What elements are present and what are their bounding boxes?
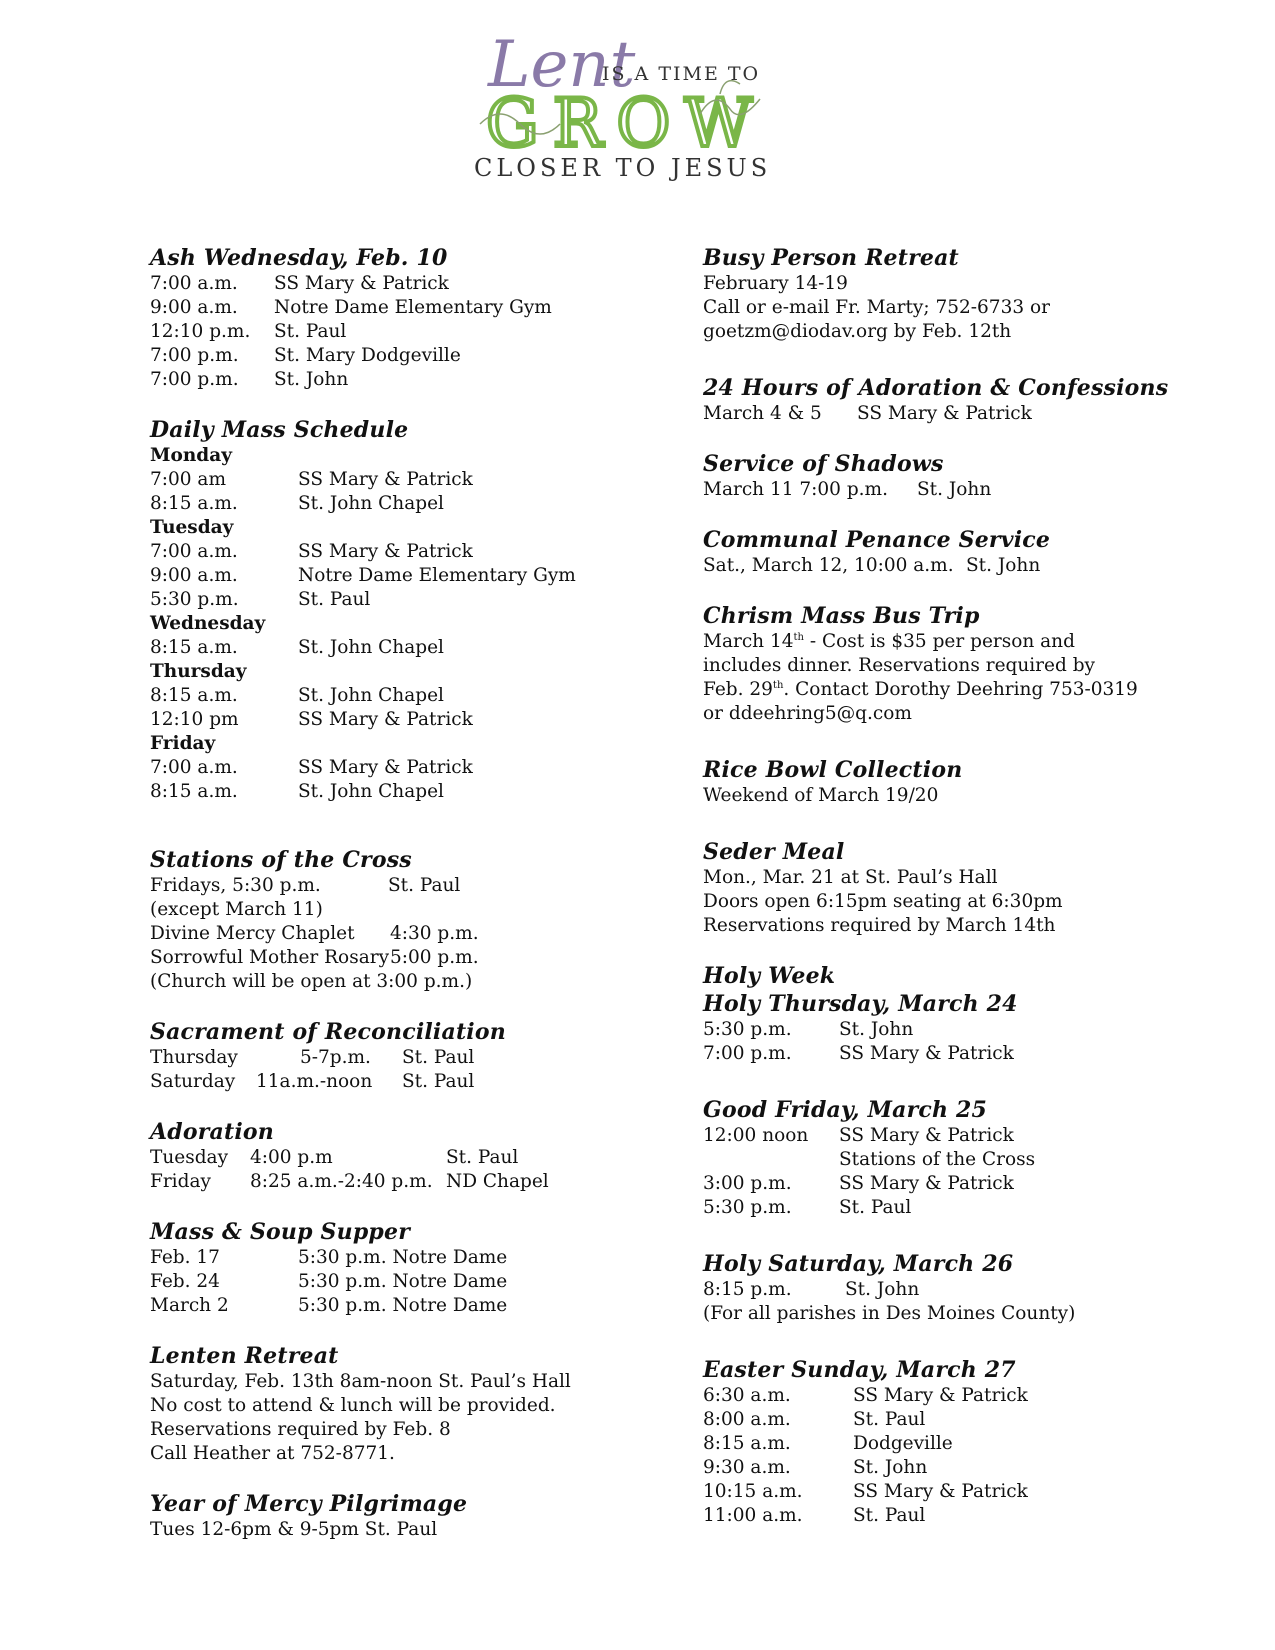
schedule-row — [703, 1042, 1183, 1066]
day-label: Wednesday — [150, 613, 266, 634]
time: 12:00 noon — [703, 1125, 809, 1146]
place: St. Paul — [402, 1071, 475, 1092]
place: SS Mary & Patrick — [857, 403, 1032, 424]
date: March 2 — [150, 1295, 229, 1316]
logo-line3: CLOSER TO JESUS — [474, 154, 772, 182]
section-holy-saturday — [703, 1250, 1183, 1326]
date: Feb. 29 — [703, 679, 773, 700]
place: St. Paul — [402, 1047, 475, 1068]
time: 5:30 p.m. — [703, 1197, 792, 1218]
section-easter — [703, 1356, 1183, 1528]
schedule-row — [703, 1172, 1183, 1196]
schedule-row — [150, 564, 620, 588]
schedule-row — [703, 1480, 1183, 1504]
date: March 11 7:00 p.m. — [703, 479, 888, 500]
schedule-row — [150, 708, 620, 732]
note: (except March 11) — [150, 899, 323, 920]
schedule-row — [150, 970, 620, 994]
note: (Church will be open at 3:00 p.m.) — [150, 971, 473, 992]
ordinal: th — [772, 679, 784, 691]
time: 8:15 a.m. — [150, 637, 238, 658]
section-adoration — [150, 1118, 620, 1194]
schedule-row — [703, 1456, 1183, 1480]
time: 6:30 a.m. — [703, 1385, 791, 1406]
schedule-row — [703, 1124, 1183, 1148]
time: 5:00 p.m. — [390, 947, 479, 968]
text: . Contact Dorothy Deehring 753-0319 — [783, 679, 1138, 700]
schedule-row — [703, 1018, 1183, 1042]
time: 7:00 p.m. — [150, 369, 239, 390]
section-stations — [150, 846, 620, 994]
place: SS Mary & Patrick — [853, 1481, 1028, 1502]
place: Notre Dame Elementary Gym — [274, 297, 552, 318]
place: St. John Chapel — [298, 685, 444, 706]
text-line: February 14-19 — [703, 273, 848, 294]
date: March 14 — [703, 631, 794, 652]
place: SS Mary & Patrick — [298, 541, 473, 562]
day-label: Monday — [150, 445, 232, 466]
place: SS Mary & Patrick — [839, 1173, 1014, 1194]
time: 11a.m.-noon — [256, 1071, 373, 1092]
place: SS Mary & Patrick — [839, 1043, 1014, 1064]
place: Stations of the Cross — [839, 1149, 1036, 1170]
schedule-row — [150, 922, 620, 946]
section-title: 24 Hours of Adoration & Confessions — [703, 375, 1169, 401]
place: St. John — [845, 1279, 920, 1300]
section-title: Sacrament of Reconciliation — [150, 1019, 506, 1045]
logo-grow: GROW — [486, 85, 767, 162]
text-line: No cost to attend & lunch will be provided. — [150, 1395, 556, 1416]
section-title: Daily Mass Schedule — [150, 417, 409, 443]
place: St. John Chapel — [298, 781, 444, 802]
time: 8:15 a.m. — [150, 781, 238, 802]
schedule-row — [150, 898, 620, 922]
date: Sat., March 12, 10:00 a.m. — [703, 555, 954, 576]
section-24-hours — [703, 374, 1183, 426]
time: 3:00 p.m. — [703, 1173, 792, 1194]
place: St. John Chapel — [298, 637, 444, 658]
place: St. John Chapel — [298, 493, 444, 514]
time: 8:15 a.m. — [150, 493, 238, 514]
section-title: Stations of the Cross — [150, 847, 412, 873]
section-reconciliation — [150, 1018, 620, 1094]
text-line: includes dinner. Reservations required by — [703, 655, 1095, 676]
schedule-row — [150, 636, 620, 660]
text-line — [703, 678, 1183, 702]
section-title: Rice Bowl Collection — [703, 757, 963, 783]
place: 5:30 p.m. Notre Dame — [298, 1295, 508, 1316]
text-line: Saturday, Feb. 13th 8am-noon St. Paul’s Hall — [150, 1371, 571, 1392]
schedule-row — [703, 1278, 1183, 1302]
text-line — [703, 630, 1183, 654]
place: St. Paul — [388, 875, 461, 896]
logo-line1: IS A TIME TO — [602, 63, 761, 85]
schedule-row — [150, 320, 620, 344]
text-line: Call Heather at 752-8771. — [150, 1443, 395, 1464]
schedule-row — [150, 946, 620, 970]
day-label: Friday — [150, 733, 216, 754]
schedule-row — [150, 1270, 620, 1294]
schedule-row — [150, 684, 620, 708]
right-column — [703, 244, 1183, 1552]
place: St. John — [839, 1019, 914, 1040]
place: Dodgeville — [853, 1433, 953, 1454]
place: SS Mary & Patrick — [298, 757, 473, 778]
place: St. Mary Dodgeville — [274, 345, 461, 366]
text-line: Reservations required by March 14th — [703, 915, 1056, 936]
time: 5:30 p.m. — [150, 589, 239, 610]
schedule-row — [150, 1070, 620, 1094]
schedule-row — [703, 554, 1183, 578]
place: St. John — [917, 479, 992, 500]
time: 8:15 p.m. — [703, 1279, 792, 1300]
section-title: Adoration — [150, 1119, 274, 1145]
text-line: or ddeehring5@q.com — [703, 703, 912, 724]
time: 8:15 a.m. — [703, 1433, 791, 1454]
schedule-row — [150, 780, 620, 804]
day: Friday — [150, 1171, 211, 1192]
schedule-row — [703, 1384, 1183, 1408]
time: 7:00 am — [150, 469, 226, 490]
place: St. Paul — [853, 1505, 926, 1526]
text-line: Tues 12-6pm & 9-5pm St. Paul — [150, 1519, 438, 1540]
place: St. Paul — [446, 1147, 519, 1168]
place: St. Paul — [298, 589, 371, 610]
time: 8:25 a.m.-2:40 p.m. — [250, 1171, 433, 1192]
schedule-row — [150, 1294, 620, 1318]
section-good-friday — [703, 1096, 1183, 1220]
time: 11:00 a.m. — [703, 1505, 803, 1526]
schedule-row — [150, 296, 620, 320]
time — [703, 1148, 839, 1172]
section-title: Holy Week — [703, 963, 836, 989]
schedule-row — [150, 468, 620, 492]
date: March 4 & 5 — [703, 403, 822, 424]
schedule-row — [150, 540, 620, 564]
place: St. Paul — [839, 1197, 912, 1218]
time: 7:00 p.m. — [150, 345, 239, 366]
schedule-row — [150, 874, 620, 898]
section-title: Holy Saturday, March 26 — [703, 1251, 1014, 1277]
time: 10:15 a.m. — [703, 1481, 803, 1502]
time: Fridays, 5:30 p.m. — [150, 875, 321, 896]
section-title: Year of Mercy Pilgrimage — [150, 1491, 468, 1517]
text-line: Mon., Mar. 21 at St. Paul’s Hall — [703, 867, 998, 888]
section-soup-supper — [150, 1218, 620, 1318]
schedule-row — [703, 1504, 1183, 1528]
time: 4:00 p.m — [250, 1147, 333, 1168]
place: 5:30 p.m. Notre Dame — [298, 1271, 508, 1292]
schedule-row — [150, 1146, 620, 1170]
place: Notre Dame Elementary Gym — [298, 565, 576, 586]
schedule-row — [703, 1432, 1183, 1456]
event: Sorrowful Mother Rosary — [150, 947, 390, 968]
section-pilgrimage — [150, 1490, 620, 1542]
time: 7:00 a.m. — [150, 273, 238, 294]
day: Tuesday — [150, 1147, 229, 1168]
schedule-row — [703, 1148, 1183, 1172]
text-line: goetzm@diodav.org by Feb. 12th — [703, 321, 1012, 342]
section-holy-week — [703, 962, 1183, 1066]
text-line: Weekend of March 19/20 — [703, 785, 939, 806]
place: SS Mary & Patrick — [298, 709, 473, 730]
schedule-row — [150, 1046, 620, 1070]
schedule-row — [150, 368, 620, 392]
place: SS Mary & Patrick — [298, 469, 473, 490]
date: Feb. 24 — [150, 1271, 220, 1292]
place: St. Paul — [274, 321, 347, 342]
section-ash-wednesday — [150, 244, 620, 392]
section-title: Easter Sunday, March 27 — [703, 1357, 1016, 1383]
section-seder — [703, 838, 1183, 938]
place: St. John — [274, 369, 349, 390]
section-busy-person — [703, 244, 1183, 344]
section-title: Mass & Soup Supper — [150, 1219, 410, 1245]
section-title: Good Friday, March 25 — [703, 1097, 988, 1123]
ordinal: th — [793, 631, 804, 643]
time: 5-7p.m. — [300, 1047, 371, 1068]
section-title: Busy Person Retreat — [703, 245, 959, 271]
date: Feb. 17 — [150, 1247, 220, 1268]
event: Divine Mercy Chaplet — [150, 923, 355, 944]
section-title: Lenten Retreat — [150, 1343, 339, 1369]
day: Thursday — [150, 1047, 238, 1068]
schedule-row — [150, 344, 620, 368]
text-line: Doors open 6:15pm seating at 6:30pm — [703, 891, 1063, 912]
schedule-row — [150, 492, 620, 516]
time: 8:15 a.m. — [150, 685, 238, 706]
place: SS Mary & Patrick — [853, 1385, 1028, 1406]
time: 12:10 pm — [150, 709, 239, 730]
day-label: Tuesday — [150, 517, 234, 538]
section-title: Service of Shadows — [703, 451, 944, 477]
section-title: Chrism Mass Bus Trip — [703, 603, 980, 629]
section-daily-mass — [150, 416, 620, 804]
time: 9:00 a.m. — [150, 297, 238, 318]
section-shadows — [703, 450, 1183, 502]
time: 7:00 p.m. — [703, 1043, 792, 1064]
text-line: Reservations required by Feb. 8 — [150, 1419, 451, 1440]
place: SS Mary & Patrick — [274, 273, 449, 294]
time: 4:30 p.m. — [390, 923, 479, 944]
section-lenten-retreat — [150, 1342, 620, 1466]
time: 12:10 p.m. — [150, 321, 251, 342]
time: 7:00 a.m. — [150, 541, 238, 562]
time: 9:00 a.m. — [150, 565, 238, 586]
left-column — [150, 244, 620, 1566]
schedule-row — [150, 1170, 620, 1194]
place: ND Chapel — [446, 1171, 549, 1192]
section-chrism-mass — [703, 602, 1183, 726]
lent-logo — [470, 14, 800, 194]
section-title: Seder Meal — [703, 839, 845, 865]
place: 5:30 p.m. Notre Dame — [298, 1247, 508, 1268]
text: - Cost is $35 per person and — [803, 631, 1075, 652]
note: (For all parishes in Des Moines County) — [703, 1303, 1076, 1324]
section-subtitle: Holy Thursday, March 24 — [703, 991, 1018, 1017]
section-penance — [703, 526, 1183, 578]
text-line: Call or e-mail Fr. Marty; 752-6733 or — [703, 297, 1050, 318]
schedule-row — [703, 1196, 1183, 1220]
schedule-row — [150, 756, 620, 780]
time: 7:00 a.m. — [150, 757, 238, 778]
day-label: Thursday — [150, 661, 247, 682]
place: St. John — [966, 555, 1041, 576]
section-title: Communal Penance Service — [703, 527, 1051, 553]
schedule-row — [703, 478, 1183, 502]
day: Saturday — [150, 1071, 236, 1092]
time: 9:30 a.m. — [703, 1457, 791, 1478]
schedule-row — [703, 1408, 1183, 1432]
schedule-row — [150, 588, 620, 612]
place: St. Paul — [853, 1409, 926, 1430]
place: St. John — [853, 1457, 928, 1478]
time: 8:00 a.m. — [703, 1409, 791, 1430]
time: 5:30 p.m. — [703, 1019, 792, 1040]
schedule-row — [150, 272, 620, 296]
logo-lent: Lent — [488, 28, 636, 102]
schedule-row — [703, 402, 1183, 426]
section-title: Ash Wednesday, Feb. 10 — [150, 245, 448, 271]
section-rice-bowl — [703, 756, 1183, 808]
place: SS Mary & Patrick — [839, 1125, 1014, 1146]
schedule-row — [150, 1246, 620, 1270]
